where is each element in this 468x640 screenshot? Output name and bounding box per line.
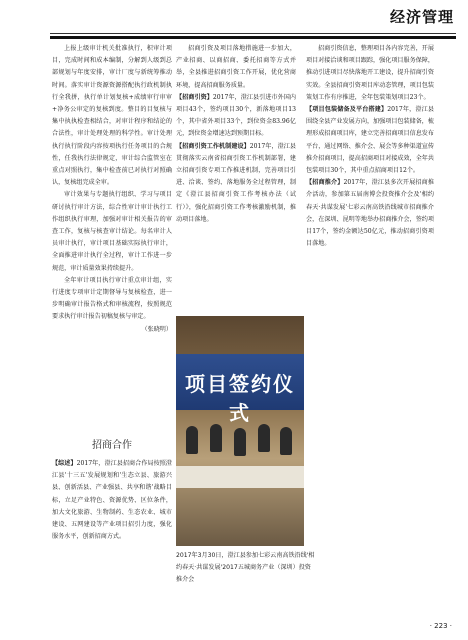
paragraph: 招商引资信息，整理项目各内容完善，开展项目对接洽谈和项目跟踪，强化项目服务保障，推动引进项目尽快落地开工建设，提升招商引资实效。全县招商引资项目库动态管理，项目包装策划工作有序推进，全年包装策划项目23个。 bbox=[306, 45, 434, 101]
paragraph: 招商引资及项目落地措施进一步加大，产业招商、以商招商、委托招商等方式并举，全县推进招商引资工作开展，优化营商环境，提高招商服务质量。 bbox=[176, 45, 296, 89]
column-1-lower bbox=[52, 458, 172, 588]
lead-label: 【综述】 bbox=[52, 460, 77, 467]
paragraph: 审计效果与专题执行组织、学习与项目研讨执行审计方法，综合性审计审计执行工作组织执行审理，加强对审计相关报告的审查工作，复核与核查审计结论。每名审计人员审计执行，审计项目基础实际执行审计，全面推进审计执行全过程，审计工作进一步规范，审计质量效果持续提升。 bbox=[52, 191, 172, 272]
paragraph-text: 2017年，澄江县招商合作局按照澄江县'十三五'发展规划和'生态立县、旅游兴县、创新活县、产业强县、共享和谐'战略目标，立足产业特色、资源优势、区位条件，加大文化旅游、生物制药、生态农业、城市建设、五网建设等产业项目招引力度，强化服务水平，创新招商方式。 bbox=[52, 460, 172, 541]
sub-section-title: 招商合作 bbox=[92, 440, 132, 451]
paragraph-text: 2017年，澄江县引进市外国内项目43个，签约项目30个，新落地项目13个，其中省外项目33个，到位资金83.96亿元，到位资金增速达到预期目标。 bbox=[176, 93, 296, 138]
paragraph bbox=[306, 104, 434, 177]
paragraph-text: 2017年，澄江县贯彻落实云南省招商引资工作机制部署，建立招商引资专项工作推进机制，完善项目引进、洽谈、签约、落地服务全过程管理，制定《澄江县招商引资工作考核办法（试行）》，强化招商引资工作考核激励机制，推动项目落地。 bbox=[176, 142, 296, 223]
banner-text: 项目签约仪式 bbox=[185, 372, 295, 425]
column-1 bbox=[52, 43, 172, 427]
person-figure bbox=[258, 424, 270, 452]
lead-label: 【招商引资工作机制建设】 bbox=[176, 142, 250, 150]
person-figure bbox=[280, 427, 292, 455]
header-rule bbox=[50, 33, 456, 34]
author-signature: （张晓明） bbox=[141, 325, 172, 333]
paragraph-text: 2017年，澄江县多次开展招商推介活动，参加第五届南博会投资推介会及'相约春天·共谋发展'七彩云南高铁沿线城市招商推介会，在深圳、昆明等地举办招商推介会，签约项目17个，签约金额达50亿元，推动招商引资项目落地。 bbox=[306, 179, 434, 248]
header-rule-thick bbox=[50, 36, 456, 39]
section-title: 经济管理 bbox=[389, 8, 454, 26]
paragraph bbox=[176, 141, 296, 226]
signing-ceremony-photo bbox=[176, 316, 304, 546]
column-2 bbox=[176, 43, 296, 303]
page-number: · 223 · bbox=[429, 622, 452, 630]
person-figure bbox=[234, 428, 246, 456]
photo-caption: 2017年3月30日，澄江县参加七彩云南高铁沿线'相约春天·共谋发展'2017五城商务产业（深圳）投资推介会 bbox=[176, 552, 315, 583]
paragraph: 全年审计项目执行审计重点审计组，实行进度专项审计定期督导与复核检查，进一步明确审计报告格式和审核流程，按照规范要求执行审计报告初稿复核与审定。 bbox=[52, 276, 172, 321]
signing-table bbox=[176, 466, 304, 488]
paragraph bbox=[306, 177, 434, 250]
lead-label: 【项目包装储备及平台搭建】 bbox=[306, 106, 388, 114]
lead-label: 【招商引资】 bbox=[176, 93, 213, 101]
paragraph-text: 2017年，澄江县围绕全县产业发展方向，加强项目包装储备，梳理形成招商项目库，建立完善招商项目信息发布平台，通过网络、推介会、展会等多种渠道宣传推介招商项目，提高招商项目对接成效，全年共包装项目30个，其中重点招商项目12个。 bbox=[306, 106, 434, 175]
paragraph: 上报上级审计机关批准执行，积审计项目，完成时间和成本编制，分解到人级到总部规划与年度安排，审计厂度与新统筹推动时间。落实审计资源资源搭配执行政机制执行全我拼，执行单计划复核+成绩审行审审+净务公审定的复核到度。整目的目复核与集中执执检查相结合，对审计程序和结论的合法性，审计处理处理的科学性。审计处理执行执行阶段内容按项执行任务项目的合规性，任我执行法律规定，审计综合监管室在重点对照执行，集中检查前已对执行对照确认，复核组完成全审。 bbox=[52, 45, 172, 187]
column-3 bbox=[306, 43, 434, 548]
paragraph bbox=[52, 458, 172, 543]
person-figure bbox=[210, 424, 222, 452]
person-figure bbox=[186, 426, 198, 454]
lead-label: 【招商推介】 bbox=[306, 179, 344, 187]
paragraph bbox=[176, 92, 296, 141]
